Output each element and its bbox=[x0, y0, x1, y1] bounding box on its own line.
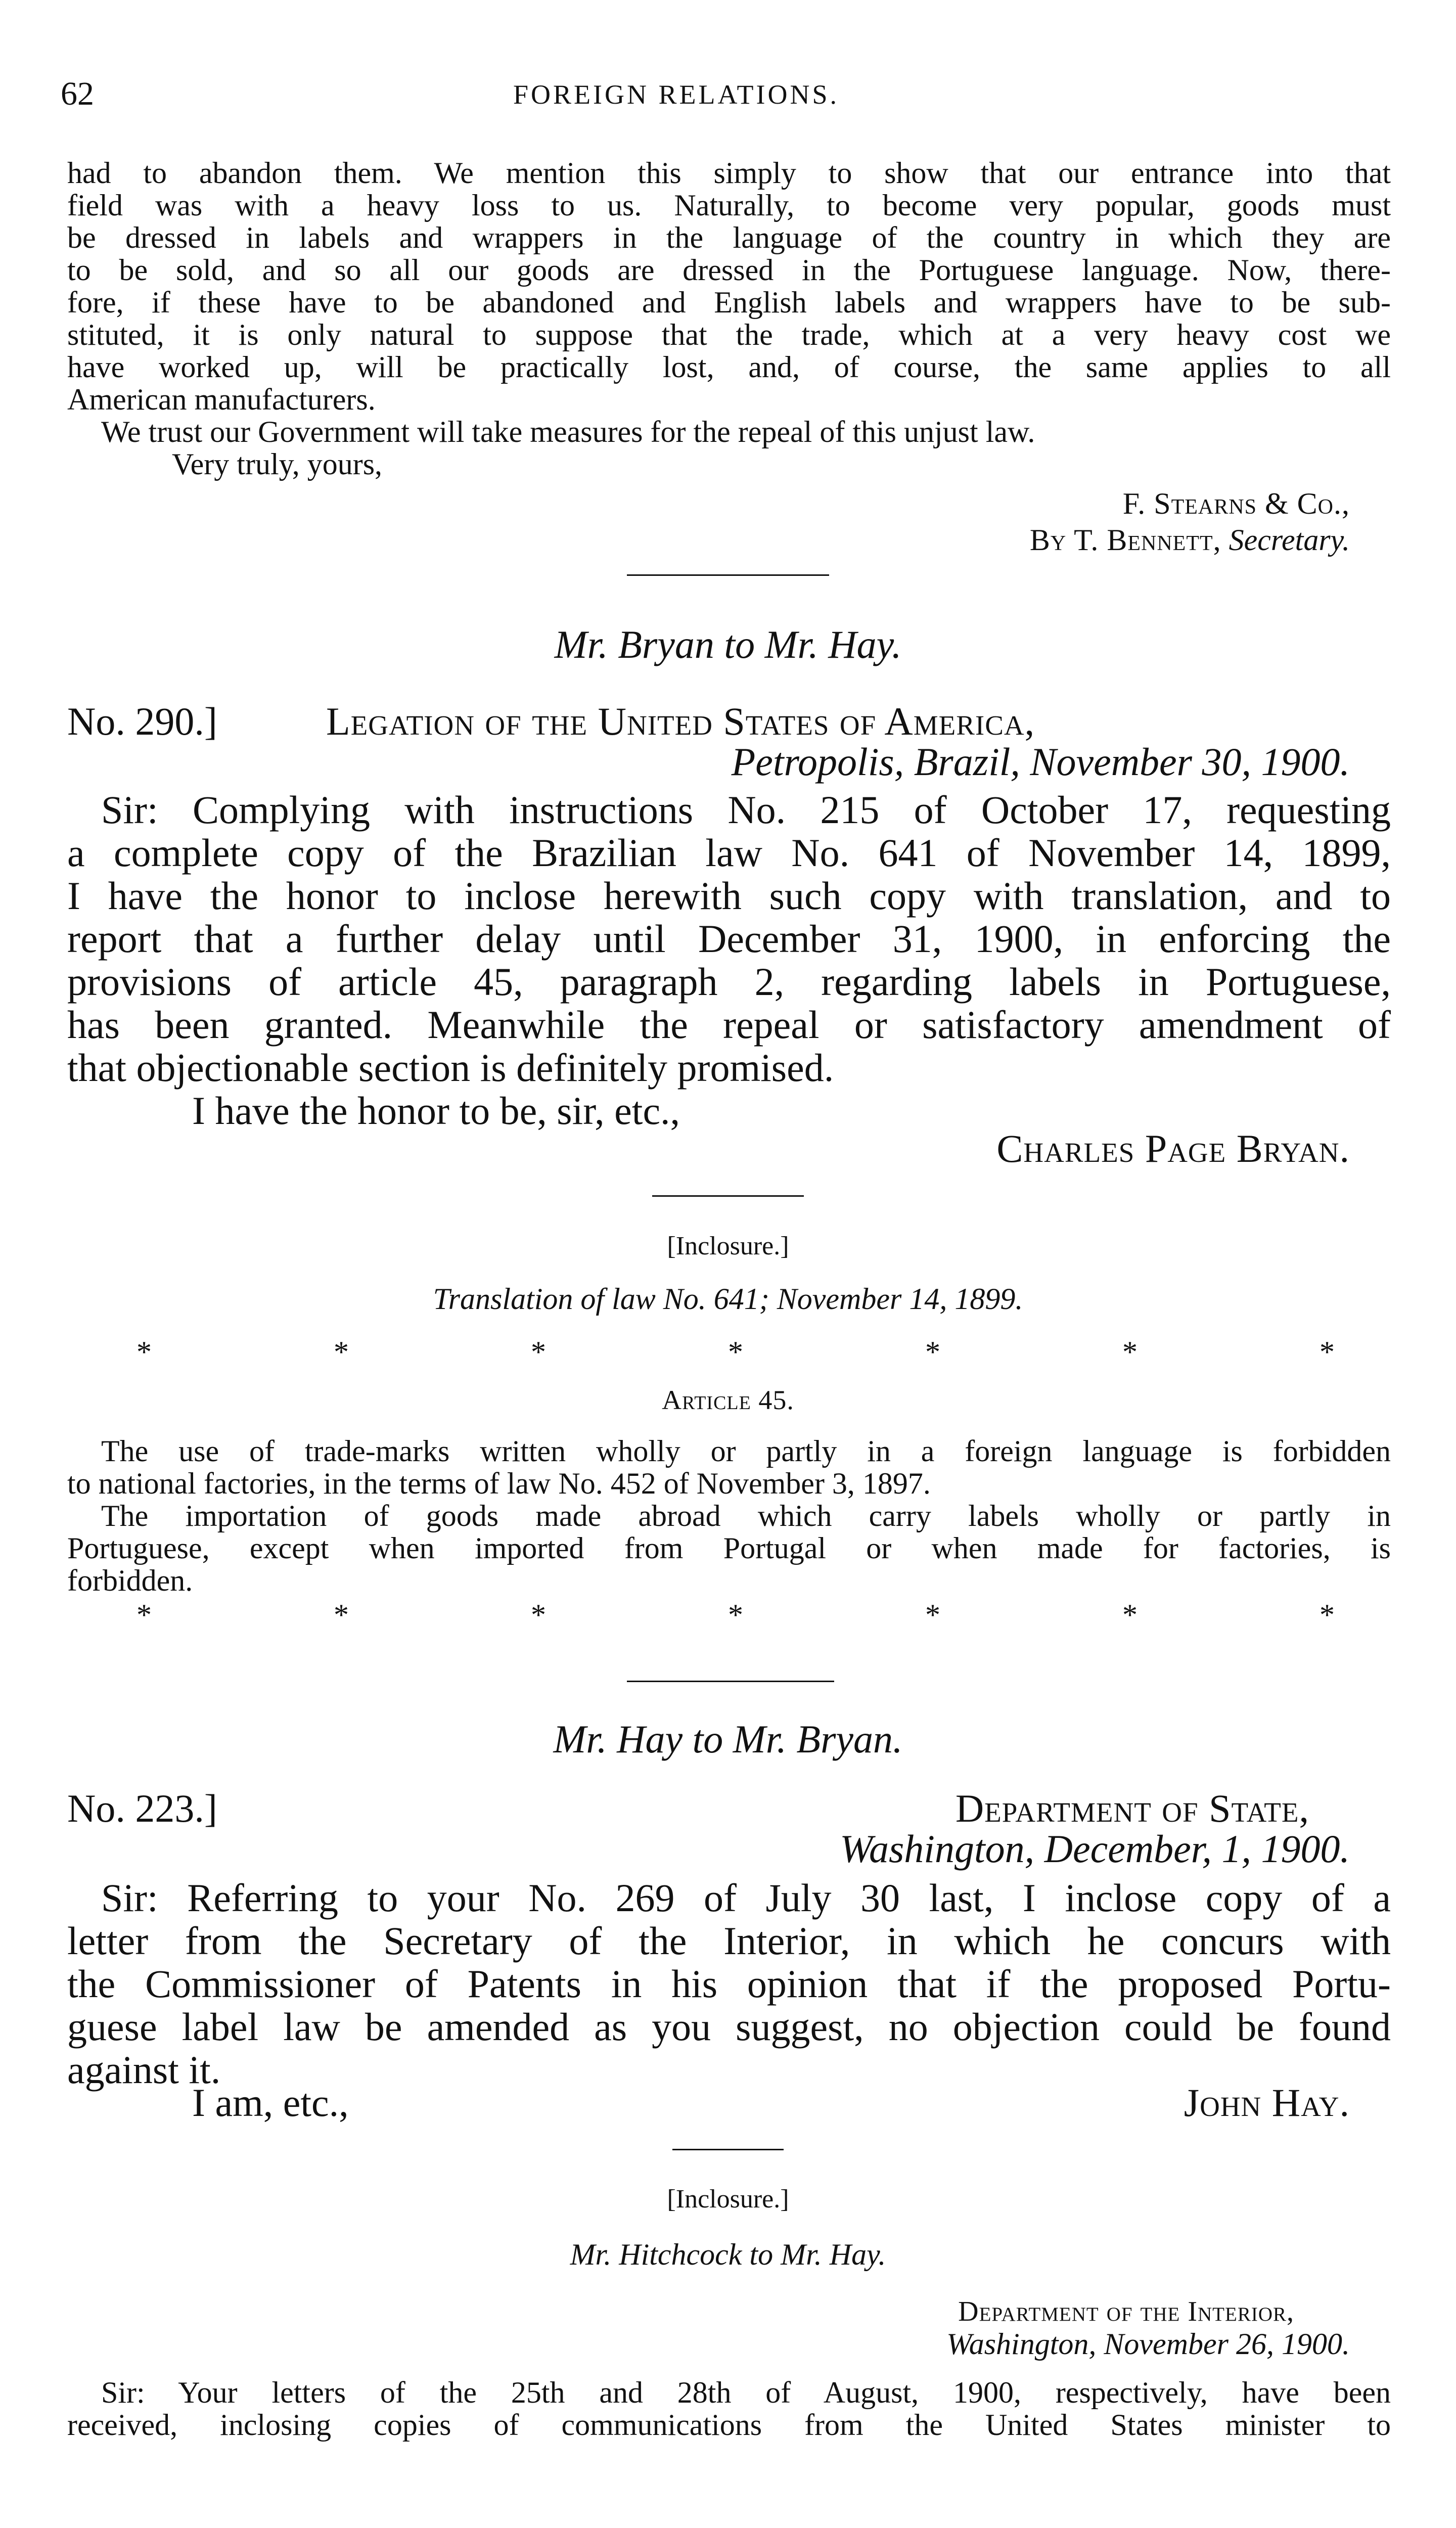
section-divider bbox=[652, 1195, 804, 1197]
law-line: to national factories, in the terms of law No. 452 of November 3, 1897. bbox=[67, 1467, 931, 1500]
running-title: FOREIGN RELATIONS. bbox=[513, 79, 840, 110]
bryan-heading: Mr. Bryan to Mr. Hay. bbox=[554, 622, 902, 666]
hay-closing: I am, etc., bbox=[192, 2081, 349, 2125]
hitchcock-place-date: Washington, November 26, 1900. bbox=[946, 2327, 1350, 2361]
ellipsis-star: * bbox=[531, 1598, 546, 1632]
bryan-closing: I have the honor to be, sir, etc., bbox=[192, 1089, 680, 1133]
bryan-line: Sir: Complying with instructions No. 215 of October 17, requesting bbox=[101, 788, 1391, 832]
article-heading: Article 45. bbox=[662, 1385, 794, 1415]
stearns-line: had to abandon them. We mention this simply to show that our entrance into that bbox=[67, 156, 1391, 190]
ellipsis-star: * bbox=[334, 1335, 349, 1369]
ellipsis-row bbox=[136, 1598, 1335, 1633]
ellipsis-star: * bbox=[728, 1335, 743, 1369]
section-divider bbox=[672, 2149, 784, 2150]
ellipsis-star: * bbox=[925, 1335, 940, 1369]
stearns-signature-company: F. Stearns & Co., bbox=[1122, 487, 1350, 520]
section-divider bbox=[627, 574, 829, 576]
stearns-line: be dressed in labels and wrappers in the language of the country in which they are bbox=[67, 221, 1391, 254]
ellipsis-star: * bbox=[136, 1335, 152, 1369]
hay-place-date: Washington, December, 1, 1900. bbox=[840, 1827, 1350, 1871]
hay-heading: Mr. Hay to Mr. Bryan. bbox=[553, 1717, 903, 1761]
bryan-from: Legation of the United States of America, bbox=[326, 699, 1035, 743]
inclosure-label: [Inclosure.] bbox=[667, 1232, 789, 1260]
hay-from: Department of State, bbox=[955, 1786, 1309, 1830]
stearns-line: We trust our Government will take measures for the repeal of this unjust law. bbox=[101, 415, 1035, 448]
bryan-number: No. 290.] bbox=[67, 699, 217, 743]
stearns-signature-by: By T. Bennett, Secretary. bbox=[1029, 523, 1350, 557]
bryan-line: has been granted. Meanwhile the repeal or satisfactory amendment of bbox=[67, 1003, 1391, 1047]
stearns-line: to be sold, and so all our goods are dressed in the Portuguese language. Now, there- bbox=[67, 253, 1391, 287]
bryan-line: provisions of article 45, paragraph 2, regarding labels in Portuguese, bbox=[67, 960, 1391, 1004]
stearns-line: have worked up, will be practically lost, and, of course, the same applies to all bbox=[67, 350, 1391, 384]
bryan-line: a complete copy of the Brazilian law No. 641 of November 14, 1899, bbox=[67, 831, 1391, 875]
bryan-line: that objectionable section is definitely promised. bbox=[67, 1046, 834, 1090]
hay-line: against it. bbox=[67, 2048, 221, 2092]
stearns-line: field was with a heavy loss to us. Naturally, to become very popular, goods must bbox=[67, 189, 1391, 222]
ellipsis-star: * bbox=[1122, 1598, 1138, 1632]
stearns-line: stituted, it is only natural to suppose that the trade, which at a very heavy cost we bbox=[67, 318, 1391, 351]
ellipsis-star: * bbox=[334, 1598, 349, 1632]
ellipsis-star: * bbox=[136, 1598, 152, 1632]
hay-signature: John Hay. bbox=[1184, 2081, 1350, 2125]
hitchcock-from: Department of the Interior, bbox=[958, 2296, 1294, 2327]
stearns-line: fore, if these have to be abandoned and English labels and wrappers have to be sub- bbox=[67, 286, 1391, 319]
law-title: Translation of law No. 641; November 14, 1899. bbox=[433, 1282, 1023, 1316]
law-line: The use of trade-marks written wholly or partly in a foreign language is forbidden bbox=[101, 1434, 1391, 1468]
bryan-place-date: Petropolis, Brazil, November 30, 1900. bbox=[731, 740, 1350, 784]
ellipsis-star: * bbox=[1320, 1598, 1335, 1632]
hay-number: No. 223.] bbox=[67, 1786, 217, 1830]
law-line: forbidden. bbox=[67, 1564, 193, 1597]
inclosure-label: [Inclosure.] bbox=[667, 2185, 789, 2214]
hitchcock-heading: Mr. Hitchcock to Mr. Hay. bbox=[570, 2238, 886, 2271]
ellipsis-star: * bbox=[531, 1335, 546, 1369]
hay-line: Sir: Referring to your No. 269 of July 30 last, I inclose copy of a bbox=[101, 1876, 1391, 1920]
bryan-signature: Charles Page Bryan. bbox=[996, 1126, 1350, 1170]
hay-line: the Commissioner of Patents in his opinion that if the proposed Portu- bbox=[67, 1962, 1391, 2006]
law-line: The importation of goods made abroad which carry labels wholly or partly in bbox=[101, 1499, 1391, 1532]
bryan-line: report that a further delay until December 31, 1900, in enforcing the bbox=[67, 917, 1391, 961]
ellipsis-star: * bbox=[1320, 1335, 1335, 1369]
hitchcock-line: Sir: Your letters of the 25th and 28th of August, 1900, respectively, have been bbox=[101, 2376, 1391, 2409]
section-divider bbox=[627, 1681, 834, 1682]
bryan-line: I have the honor to inclose herewith such copy with translation, and to bbox=[67, 874, 1391, 918]
hay-line: letter from the Secretary of the Interior, in which he concurs with bbox=[67, 1919, 1391, 1963]
law-line: Portuguese, except when imported from Portugal or when made for factories, is bbox=[67, 1531, 1391, 1565]
stearns-line: American manufacturers. bbox=[67, 383, 376, 416]
hitchcock-line: received, inclosing copies of communications from the United States minister to bbox=[67, 2408, 1391, 2442]
ellipsis-row bbox=[136, 1335, 1335, 1370]
ellipsis-star: * bbox=[925, 1598, 940, 1632]
ellipsis-star: * bbox=[728, 1598, 743, 1632]
ellipsis-star: * bbox=[1122, 1335, 1138, 1369]
page-number: 62 bbox=[61, 75, 94, 112]
stearns-closing: Very truly, yours, bbox=[172, 447, 383, 481]
hay-line: guese label law be amended as you suggest, no objection could be found bbox=[67, 2005, 1391, 2049]
